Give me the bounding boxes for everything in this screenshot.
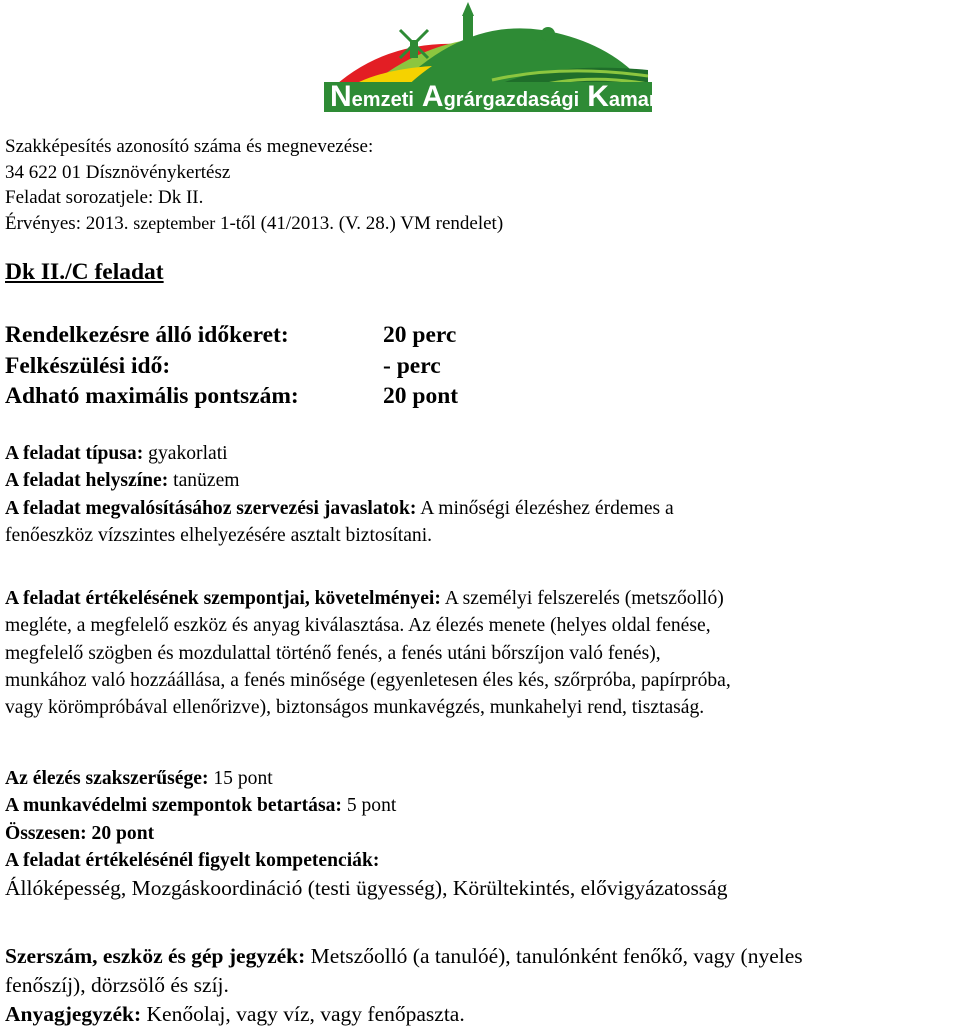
qualification-label: Szakképesítés azonosító száma és megnevezése: (5, 136, 374, 157)
score-label: A munkavédelmi szempontok betartása: (5, 795, 342, 817)
score-label: Az élezés szakszerűsége: (5, 768, 209, 789)
materials-label: Anyagjegyzék: (5, 1002, 142, 1026)
score-block (5, 765, 955, 903)
score-value: 5 pont (346, 795, 397, 817)
task-info (5, 440, 955, 549)
place-label: A feladat helyszíne: (5, 470, 169, 492)
tools-label: Szerszám, eszköz és gép jegyzék: (5, 944, 306, 968)
score-value: 15 pont (213, 768, 273, 789)
tools-value: Metszőolló (a tanulóé), tanulónként fenőkő, vagy (nyeles (310, 944, 803, 968)
time-value: - perc (383, 352, 441, 379)
validity-line: Érvényes: 2013. szeptember 1-től (41/2013. (V. 28.) VM rendelet) (5, 212, 504, 234)
competencies-label: A feladat értékelésénél figyelt kompetenciák: (5, 849, 380, 871)
logo-word: Kamara (587, 80, 668, 113)
logo-lettering (324, 80, 668, 113)
document-header (5, 134, 503, 236)
total-score: Összesen: 20 pont (5, 822, 155, 844)
time-label: Adható maximális pontszám: (5, 383, 299, 409)
tools-block (5, 942, 955, 1029)
tools-value-cont: fenőszíj), dörzsölő és szíj. (5, 973, 229, 997)
time-value: 20 perc (383, 322, 457, 348)
time-table (5, 320, 458, 412)
competencies-value: Állóképesség, Mozgáskoordináció (testi ügyesség), Körültekintés, elővigyázatosság (5, 876, 728, 901)
time-row (5, 351, 458, 382)
time-label: Rendelkezésre álló időkeret: (5, 322, 289, 348)
evaluation-block: A feladat értékelésének szempontjai, követelményei: A személyi felszerelés (metszőolló) megléte, a megfelelő eszköz és anyag kiválasztása. Az élezés menete (helyes oldal fenése, megfelelő szögben és mozdulattal történő fenés, a fenés utáni bőrszíjon való fenés), munkához való hozzáállása, a fenés minősége (egyenletesen éles kés, szőrpróba, papírpróba, vagy körömpróbával ellenőrizve), biztonságos munkavégzés, munkahelyi rend, tisztaság. (5, 588, 731, 719)
org-label: A feladat megvalósításához szervezési javaslatok: (5, 497, 417, 519)
logo-word: Agrárgazdasági (421, 80, 580, 113)
qualification-code: 34 622 01 Dísznövénykertész (5, 161, 231, 183)
time-row (5, 320, 458, 351)
task-title: Dk II./C feladat (5, 259, 164, 285)
time-value: 20 pont (383, 383, 459, 409)
series-mark: Feladat sorozatjele: Dk II. (5, 187, 204, 208)
time-label: Felkészülési idő: (5, 352, 171, 379)
place-value: tanüzem (173, 470, 240, 492)
time-row (5, 381, 458, 412)
org-value-cont: fenőeszköz vízszintes elhelyezésére asztalt biztosítani. (5, 524, 433, 546)
evaluation-label: A feladat értékelésének szempontjai, követelményei: (5, 588, 441, 609)
materials-value: Kenőolaj, vagy víz, vagy fenőpaszta. (146, 1002, 465, 1026)
type-value: gyakorlati (148, 443, 228, 464)
org-value: A minőségi élezéshez érdemes a (420, 497, 674, 519)
logo-word: Nemzeti (330, 80, 414, 113)
type-label: A feladat típusa: (5, 443, 144, 464)
